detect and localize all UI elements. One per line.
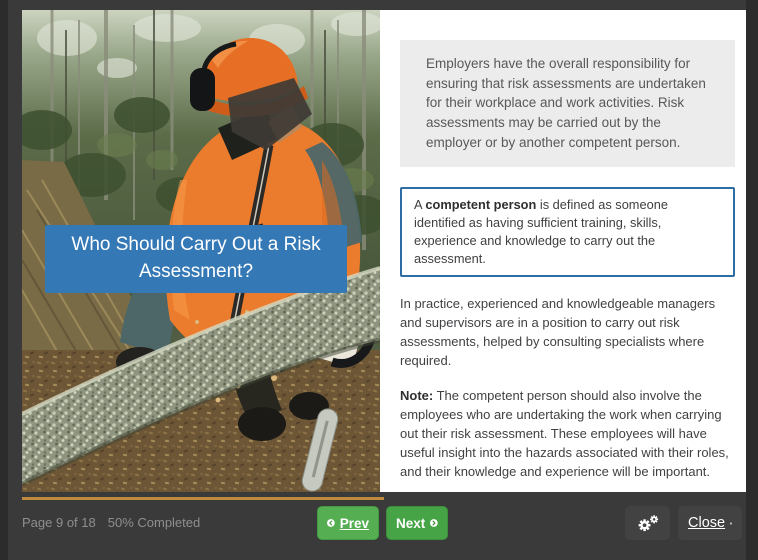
note-paragraph [400, 387, 735, 482]
content-panel [380, 10, 746, 492]
times-circle-icon [730, 515, 732, 532]
slide-title: Who Should Carry Out a Risk Assessment? [45, 225, 347, 293]
completion-indicator: 50% Completed [107, 515, 201, 530]
prev-button[interactable] [317, 506, 379, 540]
progress-fill [22, 497, 384, 500]
footer-status [22, 515, 200, 530]
definition-suffix: is defined as someone identified as having sufficient training, skills, experience and knowledge to carry out the assessment. [414, 196, 668, 266]
settings-button[interactable] [625, 506, 670, 540]
responsibility-info-box: Employers have the overall responsibility for ensuring that risk assessments are undertaken for their workplace and work activities. Risk assessments may be carried out by the employer or by another competent person. [400, 40, 735, 167]
chevron-right-circle-icon [430, 515, 438, 531]
competent-person-definition-box [400, 187, 735, 278]
definition-prefix: A [414, 196, 426, 212]
definition-term: competent person [425, 196, 537, 212]
cogs-icon [635, 508, 660, 538]
prev-button-label: Prev [339, 515, 369, 531]
chevron-left-circle-icon [327, 515, 335, 531]
practice-paragraph: In practice, experienced and knowledgeable managers and supervisors are in a position to carry out risk assessments, helped by consulting specialists where required. [400, 296, 716, 369]
close-button[interactable] [678, 506, 742, 540]
next-button-label: Next [396, 515, 426, 531]
close-button-label: Close [688, 515, 726, 531]
progress-bar [22, 497, 746, 500]
note-label: Note: [400, 388, 434, 404]
note-text: The competent person should also involve the employees who are undertaking the work when carrying out their risk assessment. These employees will have useful insight into the hazards associated with their roles, and their knowledge and experience will be important. [400, 388, 729, 479]
page-indicator: Page 9 of 18 [22, 515, 96, 530]
slide-photo [22, 10, 380, 492]
next-button[interactable] [386, 506, 448, 540]
